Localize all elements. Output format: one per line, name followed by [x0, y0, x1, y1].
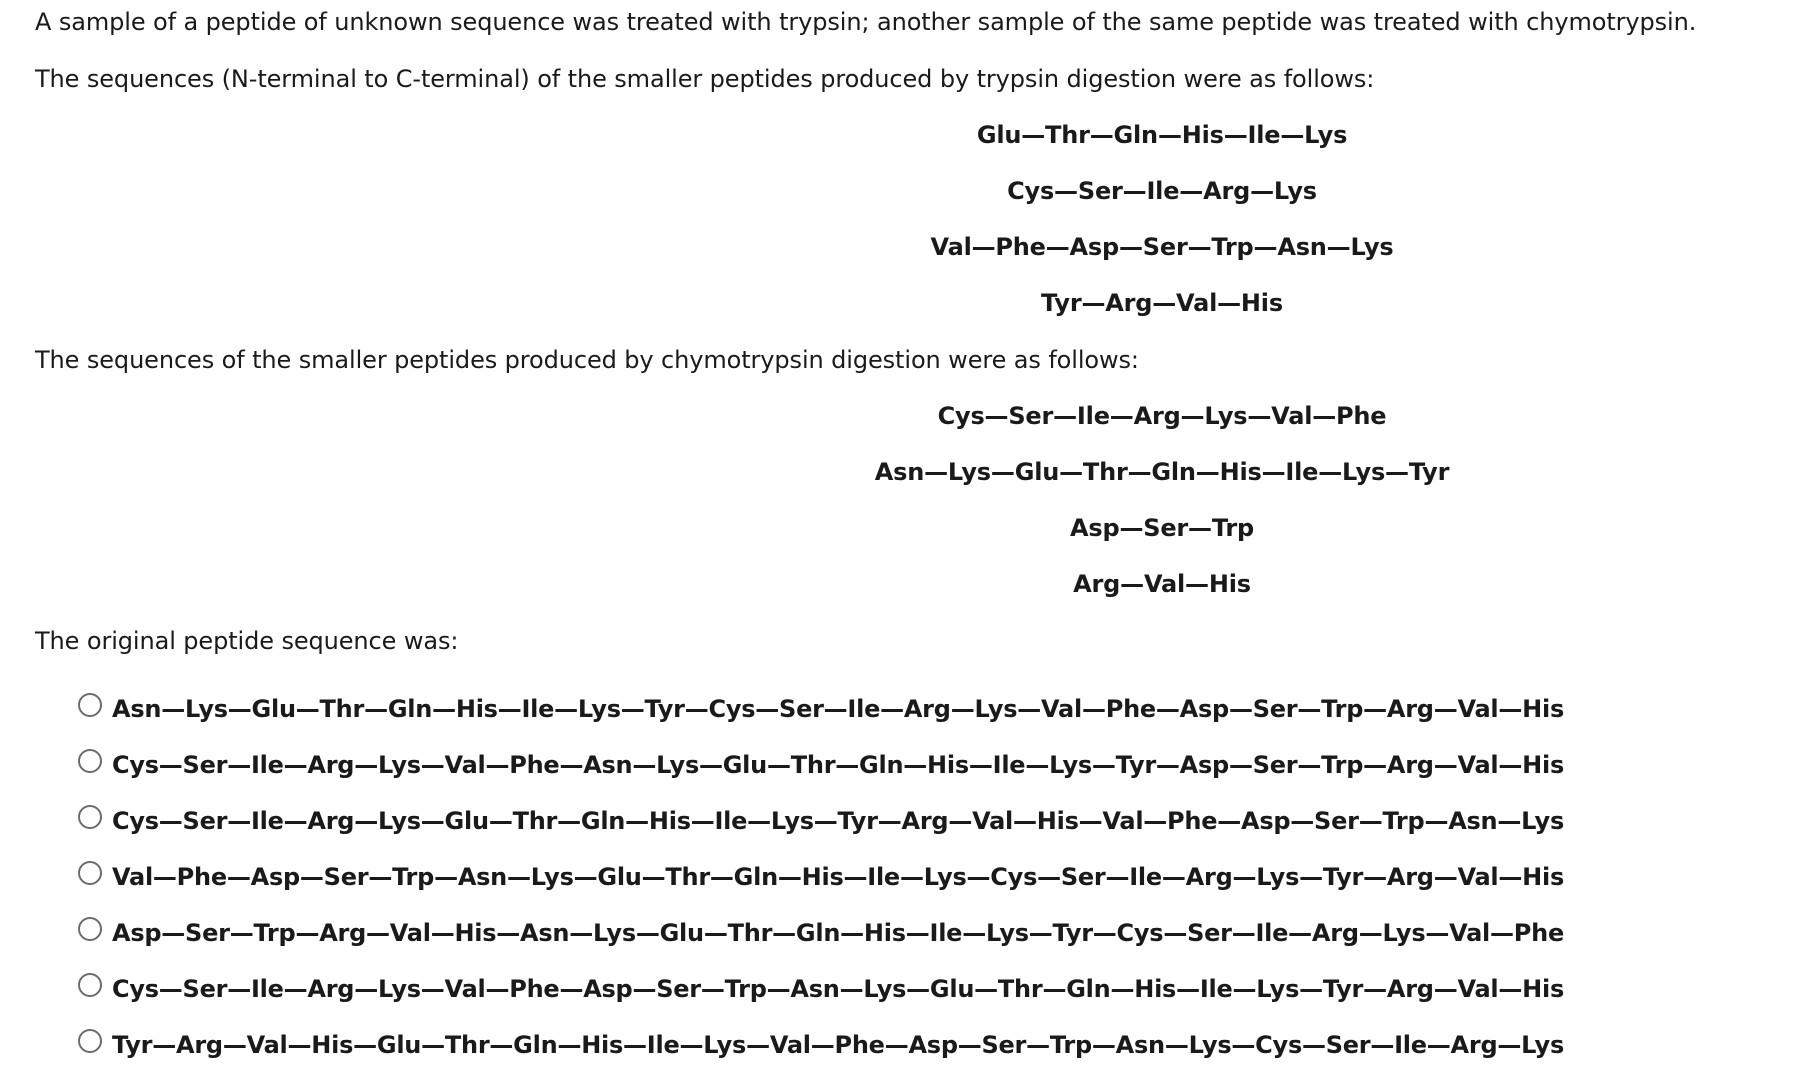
chymotrypsin-peptide: Asn—Lys—Glu—Thr—Gln—His—Ile—Lys—Tyr — [874, 458, 1450, 486]
radio-button[interactable] — [78, 693, 102, 717]
radio-button[interactable] — [78, 805, 102, 829]
answer-option-label[interactable]: Asn—Lys—Glu—Thr—Gln—His—Ile—Lys—Tyr—Cys—Ser—Ile—Arg—Lys—Val—Phe—Asp—Ser—Trp—Arg—Val—His — [112, 695, 1564, 723]
answer-option-label[interactable]: Cys—Ser—Ile—Arg—Lys—Val—Phe—Asn—Lys—Glu—Thr—Gln—His—Ile—Lys—Tyr—Asp—Ser—Trp—Arg—Val—His — [112, 751, 1564, 779]
radio-button[interactable] — [78, 917, 102, 941]
answer-option-label[interactable]: Cys—Ser—Ile—Arg—Lys—Val—Phe—Asp—Ser—Trp—Asn—Lys—Glu—Thr—Gln—His—Ile—Lys—Tyr—Arg—Val—His — [112, 975, 1564, 1003]
answer-option-label[interactable]: Asp—Ser—Trp—Arg—Val—His—Asn—Lys—Glu—Thr—Gln—His—Ile—Lys—Tyr—Cys—Ser—Ile—Arg—Lys—Val—Phe — [112, 919, 1564, 947]
answer-option[interactable] — [78, 681, 1564, 737]
chymotrypsin-peptide: Asp—Ser—Trp — [1070, 514, 1254, 542]
answer-option[interactable] — [78, 905, 1564, 961]
trypsin-heading: The sequences (N-terminal to C-terminal) of the smaller peptides produced by trypsin digestion were as follows: — [35, 65, 1375, 93]
intro-text: A sample of a peptide of unknown sequence was treated with trypsin; another sample of the same peptide was treated with chymotrypsin. — [35, 8, 1697, 36]
radio-button[interactable] — [78, 749, 102, 773]
answer-option-label[interactable]: Tyr—Arg—Val—His—Glu—Thr—Gln—His—Ile—Lys—Val—Phe—Asp—Ser—Trp—Asn—Lys—Cys—Ser—Ile—Arg—Lys — [112, 1031, 1564, 1059]
trypsin-peptide: Cys—Ser—Ile—Arg—Lys — [1007, 177, 1317, 205]
trypsin-peptide: Glu—Thr—Gln—His—Ile—Lys — [976, 121, 1348, 149]
answer-options — [78, 681, 1564, 1073]
trypsin-peptide: Tyr—Arg—Val—His — [1041, 289, 1283, 317]
answer-option[interactable] — [78, 737, 1564, 793]
radio-button[interactable] — [78, 1029, 102, 1053]
answer-option[interactable] — [78, 1017, 1564, 1073]
answer-option[interactable] — [78, 793, 1564, 849]
chymotrypsin-peptide: Arg—Val—His — [1073, 570, 1251, 598]
question-text: The original peptide sequence was: — [35, 627, 459, 655]
answer-option[interactable] — [78, 961, 1564, 1017]
answer-option-label[interactable]: Cys—Ser—Ile—Arg—Lys—Glu—Thr—Gln—His—Ile—Lys—Tyr—Arg—Val—His—Val—Phe—Asp—Ser—Trp—Asn—Lys — [112, 807, 1564, 835]
chymotrypsin-peptide: Cys—Ser—Ile—Arg—Lys—Val—Phe — [937, 402, 1387, 430]
answer-option-label[interactable]: Val—Phe—Asp—Ser—Trp—Asn—Lys—Glu—Thr—Gln—His—Ile—Lys—Cys—Ser—Ile—Arg—Lys—Tyr—Arg—Val—His — [112, 863, 1564, 891]
chymotrypsin-heading: The sequences of the smaller peptides produced by chymotrypsin digestion were as follows: — [35, 346, 1139, 374]
trypsin-peptide: Val—Phe—Asp—Ser—Trp—Asn—Lys — [930, 233, 1394, 261]
radio-button[interactable] — [78, 861, 102, 885]
answer-option[interactable] — [78, 849, 1564, 905]
radio-button[interactable] — [78, 973, 102, 997]
